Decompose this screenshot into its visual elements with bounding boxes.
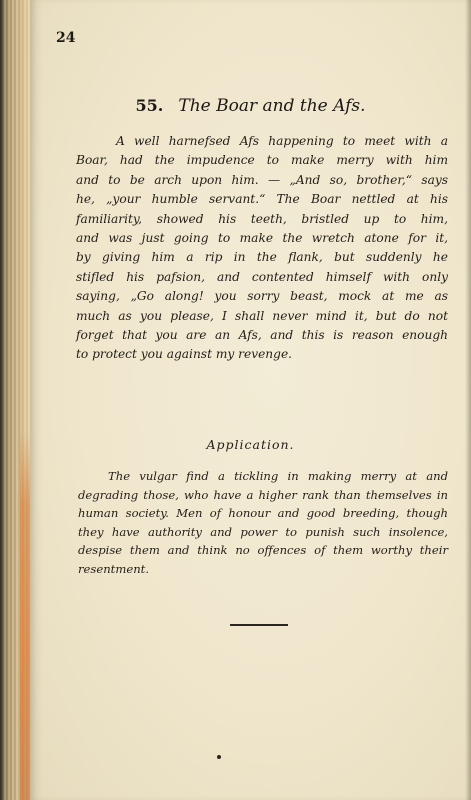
application-heading: Application. (206, 437, 295, 452)
page-number: 24 (56, 30, 76, 46)
fable-line: Boar, had the impudence to make merry with him (76, 153, 448, 168)
fable-line: much as you please, I shall never mind it, but do not (76, 308, 448, 323)
fable-line: stifled his pafsion, and contented himself with only (76, 269, 448, 284)
application-line: degrading those, who have a higher rank than themselves in (78, 487, 448, 502)
fable-line: A well harnefsed Afs happening to meet with a (116, 134, 448, 148)
book-page (30, 0, 471, 800)
ink-speck (217, 755, 221, 759)
fable-line: and was just going to make the wretch atone for it, (76, 231, 448, 246)
fable-line: to protect you against my revenge. (76, 347, 293, 362)
fable-line: he, „your humble servant.“ The Boar nettled at his (76, 192, 448, 207)
fable-line: forget that you are an Afs, and this is reason enough (76, 328, 448, 343)
fable-line: saying, „Go along! you sorry beast, mock at me as (76, 289, 448, 304)
application-line: they have authority and power to punish such insolence, (78, 524, 448, 539)
fable-title-text: The Boar and the Afs. (178, 96, 366, 116)
fable-line: by giving him a rip in the flank, but suddenly he (76, 250, 448, 265)
application-body (78, 467, 448, 579)
application-line: human society. Men of honour and good breeding, though (78, 506, 448, 521)
application-line: The vulgar find a tickling in making merry at and (108, 469, 448, 483)
fable-line: familiarity, showed his teeth, bristled up to him, (76, 211, 448, 226)
application-line: resentment. (78, 561, 150, 576)
fable-number: 55. (135, 96, 164, 115)
page-edge-shadow (465, 0, 471, 800)
application-line: despise them and think no offences of them worthy their (78, 543, 448, 558)
section-divider (230, 624, 288, 626)
fable-title (30, 96, 471, 116)
fable-line: and to be arch upon him. — „And so, brother,“ says (76, 172, 448, 187)
fable-body (76, 132, 448, 365)
